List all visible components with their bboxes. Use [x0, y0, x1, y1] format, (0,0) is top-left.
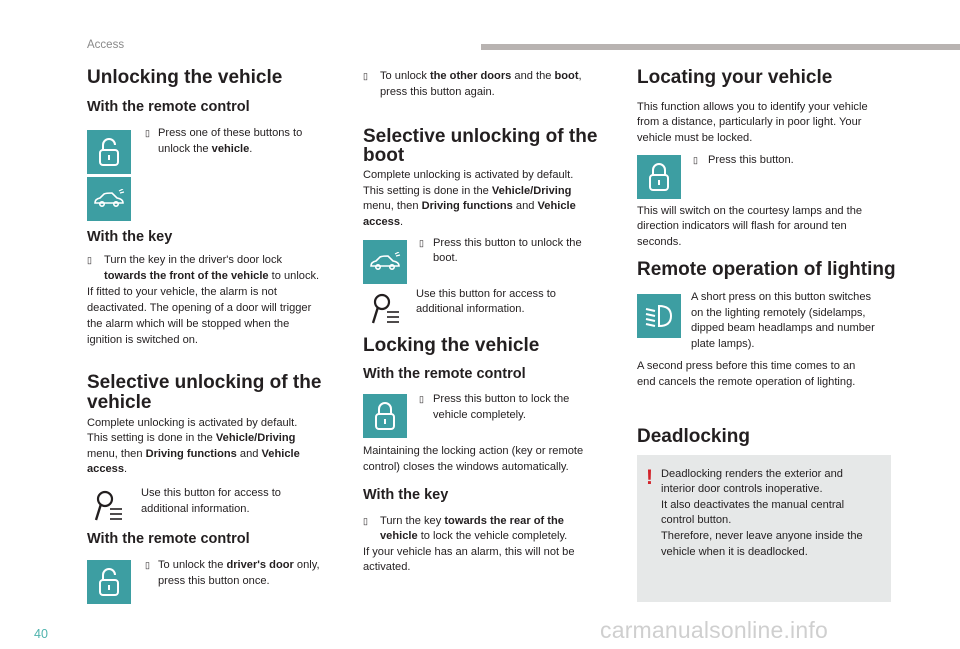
boot-line-1: Complete unlocking is activated by default. — [363, 169, 574, 181]
boot-line-3: menu, then Driving functions and Vehicle — [363, 200, 576, 212]
lock-key-line-2: vehicle to lock the vehicle completely. — [380, 530, 568, 542]
selective-boot-title-1: Selective unlocking of the — [363, 126, 598, 147]
bullet-icon: ▯ — [363, 516, 368, 526]
lock-button-line-1: Press this button to lock the — [433, 393, 570, 405]
selective-line-4: access. — [87, 463, 128, 475]
info-line-2: additional information. — [416, 303, 525, 315]
lock-alarm-line-1: If your vehicle has an alarm, this will not be — [363, 546, 575, 558]
bullet-icon: ▯ — [145, 560, 150, 570]
bullet-icon: ▯ — [363, 71, 368, 81]
warning-icon: ! — [646, 466, 653, 489]
locate-line-3: vehicle must be locked. — [637, 132, 753, 144]
unlock-driver-door-icon — [87, 560, 131, 604]
info-line-1: Use this button for access to — [141, 487, 281, 499]
info-person-icon — [367, 292, 401, 326]
boot-line-2: This setting is done in the Vehicle/Driving — [363, 185, 572, 197]
lighting-line-4: plate lamps). — [691, 338, 755, 350]
selective-line-2: This setting is done in the Vehicle/Driving — [87, 432, 296, 444]
driver-bullet-line-2: press this button once. — [158, 575, 270, 587]
info-person-icon — [90, 489, 124, 523]
key-bullet-line-2: towards the front of the vehicle to unlock. — [104, 270, 320, 282]
info-line-2: additional information. — [141, 503, 250, 515]
locking-title: Locking the vehicle — [363, 335, 540, 356]
selective-unlocking-title-2: vehicle — [87, 392, 152, 413]
warning-line-1: Deadlocking renders the exterior and — [661, 468, 843, 480]
lighting-line-1: A short press on this button switches — [691, 291, 872, 303]
maintain-line-2: control) closes the windows automatically. — [363, 461, 569, 473]
bullet-icon: ▯ — [145, 128, 150, 138]
lighting-title: Remote operation of lighting — [637, 259, 896, 280]
unlock-car-button-icon — [87, 177, 131, 221]
selective-line-3: menu, then Driving functions and Vehicle — [87, 448, 300, 460]
switch-line-3: seconds. — [637, 236, 682, 248]
alarm-line-1: If fitted to your vehicle, the alarm is not — [87, 286, 277, 298]
boot-button-line-2: boot. — [433, 252, 458, 264]
locate-button-text: Press this button. — [708, 154, 794, 166]
bullet-icon: ▯ — [693, 155, 698, 165]
lock-key-line-1: Turn the key towards the rear of the — [380, 515, 564, 527]
lock-alarm-line-2: activated. — [363, 561, 411, 573]
selective-line-1: Complete unlocking is activated by default. — [87, 417, 298, 429]
key-bullet-line-1: Turn the key in the driver's door lock — [104, 254, 283, 266]
locating-title: Locating your vehicle — [637, 67, 833, 88]
locate-line-2: from a distance, particularly in poor light. Your — [637, 116, 862, 128]
lock-remote-heading: With the remote control — [363, 366, 526, 382]
deadlocking-title: Deadlocking — [637, 426, 750, 447]
unlocking-title: Unlocking the vehicle — [87, 67, 283, 88]
locate-line-1: This function allows you to identify your vehicle — [637, 101, 868, 113]
alarm-line-3: the alarm which will be stopped when the — [87, 318, 290, 330]
remote-control-heading: With the remote control — [87, 99, 250, 115]
unlock-button-icon — [87, 130, 131, 174]
second-press-line-1: A second press before this time comes to an — [637, 360, 856, 372]
page-number: 40 — [34, 627, 48, 641]
bullet-icon: ▯ — [419, 238, 424, 248]
other-doors-line-1: To unlock the other doors and the boot, — [380, 70, 582, 82]
unlock-boot-button-icon — [363, 240, 407, 284]
selective-boot-title-2: boot — [363, 145, 405, 166]
warning-line-6: vehicle when it is deadlocked. — [661, 546, 808, 558]
locate-lock-button-icon — [637, 155, 681, 199]
warning-line-4: control button. — [661, 514, 732, 526]
key-heading: With the key — [87, 229, 173, 245]
remote-bullet-line-1: Press one of these buttons to — [158, 127, 303, 139]
headlamp-button-icon — [637, 294, 681, 338]
warning-line-5: Therefore, never leave anyone inside the — [661, 530, 863, 542]
lighting-line-3: dipped beam headlamps and number — [691, 322, 875, 334]
driver-bullet-line-1: To unlock the driver's door only, — [158, 559, 320, 571]
maintain-line-1: Maintaining the locking action (key or remote — [363, 445, 584, 457]
bullet-icon: ▯ — [87, 255, 92, 265]
remote-control-heading-2: With the remote control — [87, 531, 250, 547]
boot-line-4: access. — [363, 216, 404, 228]
info-line-1: Use this button for access to — [416, 288, 556, 300]
other-doors-line-2: press this button again. — [380, 86, 495, 98]
section-label: Access — [87, 39, 125, 51]
bullet-icon: ▯ — [419, 394, 424, 404]
lock-button-line-2: vehicle completely. — [433, 409, 526, 421]
boot-button-line-1: Press this button to unlock the — [433, 237, 582, 249]
lock-key-heading: With the key — [363, 487, 449, 503]
remote-bullet-line-2: unlock the vehicle. — [158, 143, 253, 155]
lighting-line-2: on the lighting remotely (sidelamps, — [691, 307, 866, 319]
watermark: carmanualsonline.info — [600, 617, 828, 643]
selective-unlocking-title-1: Selective unlocking of the — [87, 372, 322, 393]
warning-line-3: It also deactivates the manual central — [661, 499, 845, 511]
switch-line-2: direction indicators will flash for around ten — [637, 220, 847, 232]
second-press-line-2: end cancels the remote operation of lighting. — [637, 376, 856, 388]
alarm-line-4: ignition is switched on. — [87, 334, 198, 346]
switch-line-1: This will switch on the courtesy lamps and the — [637, 205, 863, 217]
alarm-line-2: deactivated. The opening of a door will trigger — [87, 302, 312, 314]
lock-button-icon — [363, 394, 407, 438]
warning-line-2: interior door controls inoperative. — [661, 483, 823, 495]
header-bar — [481, 44, 960, 50]
